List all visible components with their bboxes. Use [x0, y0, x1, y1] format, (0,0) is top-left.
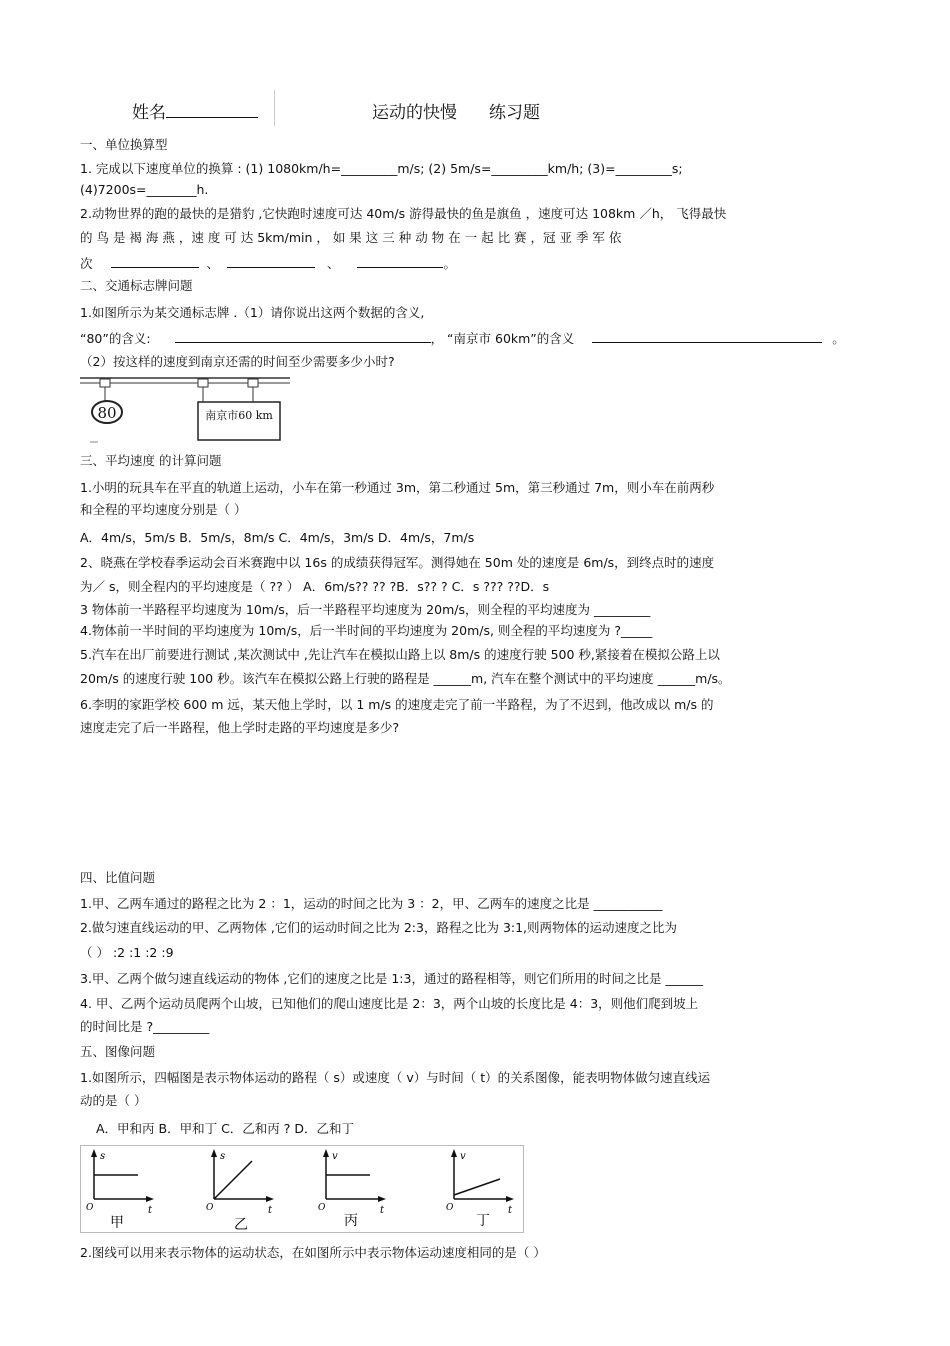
s2-q1-line1: 1.如图所示为某交通标志牌 .（1）请你说出这两个数据的含义, [80, 305, 425, 320]
svg-text:t: t [148, 1205, 153, 1216]
s4-q2-line1: 2.做匀速直线运动的甲、乙两物体 ,它们的运动时间之比为 2:3，路程之比为 3:1,则两物体的运动速度之比为 [80, 920, 678, 935]
s1-q2-line1: 2.动物世界的跑的最快的是猎豹 ,它快跑时速度可达 40m/s 游得最快的鱼是旗鱼 ，速度可达 108km ／h， 飞得最快 [80, 206, 727, 221]
motion-graphs-figure [80, 1145, 524, 1233]
s1-q2-line3: 次 、 、 。 [80, 256, 456, 271]
s1-q2-line2: 的 鸟 是 褐 海 燕 ，速 度 可 达 5km/min ， 如 果 这 三 种 动 物 在 一 起 比 赛 ，冠 亚 季 军 依 [80, 230, 622, 245]
section-2-heading: 二、交通标志牌问题 [80, 278, 193, 293]
divider [274, 90, 275, 126]
s3-q5-line1: 5.汽车在出厂前要进行测试 ,某次测试中 ,先让汽车在模拟山路上以 8m/s 的速度行驶 500 秒,紧接着在模拟公路上以 [80, 647, 720, 662]
page-title: 运动的快慢 练习题 [372, 103, 540, 123]
s3-q1-line2: 和全程的平均速度分别是（ ） [80, 502, 247, 517]
s5-q1-line2: 动的是（ ） [80, 1093, 147, 1108]
s4-q2-line2: （ ） :2 :1 :2 :9 [80, 945, 174, 960]
graph-jia-label: 甲 [110, 1215, 124, 1231]
svg-text:t: t [508, 1205, 513, 1216]
graph-yi-label: 乙 [234, 1217, 248, 1233]
s5-q1-options: A．甲和丙 B．甲和丁 C．乙和丙 ? D．乙和丁 [96, 1121, 355, 1136]
section-5-heading: 五、图像问题 [80, 1044, 156, 1059]
svg-text:t: t [380, 1205, 385, 1216]
traffic-sign-figure [80, 374, 290, 444]
graph-bing-label: 丙 [344, 1213, 358, 1229]
s3-q6-line2: 速度走完了后一半路程，他上学时走路的平均速度是多少? [80, 720, 400, 735]
answer-blank[interactable] [227, 254, 315, 268]
s2-q1-line2: “80”的含义: ， “南京市 60km”的含义 。 [80, 331, 845, 346]
svg-text:v: v [332, 1151, 338, 1162]
s3-q4: 4.物体前一半时间的平均速度为 10m/s，后一半时间的平均速度为 20m/s, 则全程的平均速度为 ?_____ [80, 623, 653, 638]
graph-yi [206, 1149, 274, 1233]
svg-text:O: O [206, 1203, 214, 1213]
s2-q1-line3: （2）按这样的速度到南京还需的时间至少需要多少小时? [80, 354, 395, 369]
svg-text:v: v [460, 1151, 466, 1162]
s1-q1-line2: (4)7200s=________h. [80, 182, 209, 197]
s5-q1-line1: 1.如图所示，四幅图是表示物体运动的路程（ s）或速度（ v）与时间（ t）的关系图像，能表明物体做匀速直线运 [80, 1070, 711, 1085]
page-subtitle: 练习题 [489, 103, 540, 123]
s5-q2: 2.图线可以用来表示物体的运动状态，在如图所示中表示物体运动速度相同的是（ ） [80, 1245, 546, 1260]
speed-limit-value: 80 [97, 404, 117, 422]
s3-q5-line2: 20m/s 的速度行驶 100 秒。该汽车在模拟公路上行驶的路程是 ______m, 汽车在整个测试中的平均速度 ______m/s。 [80, 671, 731, 686]
s3-q2-line1: 2、晓燕在学校春季运动会百米赛跑中以 16s 的成绩获得冠军。测得她在 50m 处的速度是 6m/s，到终点时的速度 [80, 555, 715, 570]
answer-blank[interactable] [175, 329, 431, 343]
s3-q2-line2: 为／ s，则全程内的平均速度是（ ?? ） A．6m/s?? ?? ?B．s?? ? C．s ??? ??D．s [80, 579, 550, 594]
graph-bing [318, 1149, 386, 1229]
s4-q3: 3.甲、乙两个做匀速直线运动的物体 ,它们的速度之比是 1:3，通过的路程相等，则它们所用的时间之比是 ______ [80, 971, 703, 986]
svg-text:s: s [220, 1151, 226, 1162]
s3-q6-line1: 6.李明的家距学校 600 m 远，某天他上学时，以 1 m/s 的速度走完了前一半路程，为了不迟到，他改成以 m/s 的 [80, 697, 714, 712]
name-blank[interactable] [166, 104, 258, 118]
svg-text:t: t [268, 1205, 273, 1216]
s4-q4-line1: 4. 甲、乙两个运动员爬两个山坡，已知他们的爬山速度比是 2：3，两个山坡的长度比是 4：3，则他们爬到坡上 [80, 996, 699, 1011]
section-3-heading: 三、平均速度 的计算问题 [80, 453, 222, 468]
s4-q1: 1.甲、乙两车通过的路程之比为 2 ：1，运动的时间之比为 3 ：2，甲、乙两车的速度之比是 ___________ [80, 896, 663, 911]
answer-blank[interactable] [592, 329, 822, 343]
graph-jia [86, 1149, 154, 1231]
svg-text:s: s [100, 1151, 106, 1162]
s3-q1-options: A．4m/s，5m/s B．5m/s，8m/s C．4m/s，3m/s D．4m/s，7m/s [80, 530, 475, 545]
graph-ding-label: 丁 [476, 1213, 490, 1229]
answer-blank[interactable] [357, 254, 443, 268]
graph-ding [446, 1149, 514, 1229]
name-label: 姓名 [132, 98, 258, 123]
distance-sign-text: 南京市60 km [205, 409, 273, 422]
s4-q4-line2: 的时间比是 ?_________ [80, 1019, 210, 1034]
answer-blank[interactable] [111, 254, 199, 268]
section-1-heading: 一、单位换算型 [80, 137, 168, 152]
section-4-heading: 四、比值问题 [80, 870, 156, 885]
s3-q1-line1: 1.小明的玩具车在平直的轨道上运动，小车在第一秒通过 3m，第二秒通过 5m，第三秒通过 7m，则小车在前两秒 [80, 480, 715, 495]
s3-q3: 3 物体前一半路程平均速度为 10m/s，后一半路程平均速度为 20m/s，则全程的平均速度为 _________ [80, 602, 651, 617]
svg-text:O: O [318, 1203, 326, 1213]
svg-text:O: O [86, 1203, 94, 1213]
s1-q1-line1: 1. 完成以下速度单位的换算 : (1) 1080km/h=_________m/s; (2) 5m/s=_________km/h; (3)=_________s; [80, 161, 683, 176]
svg-text:O: O [446, 1203, 454, 1213]
